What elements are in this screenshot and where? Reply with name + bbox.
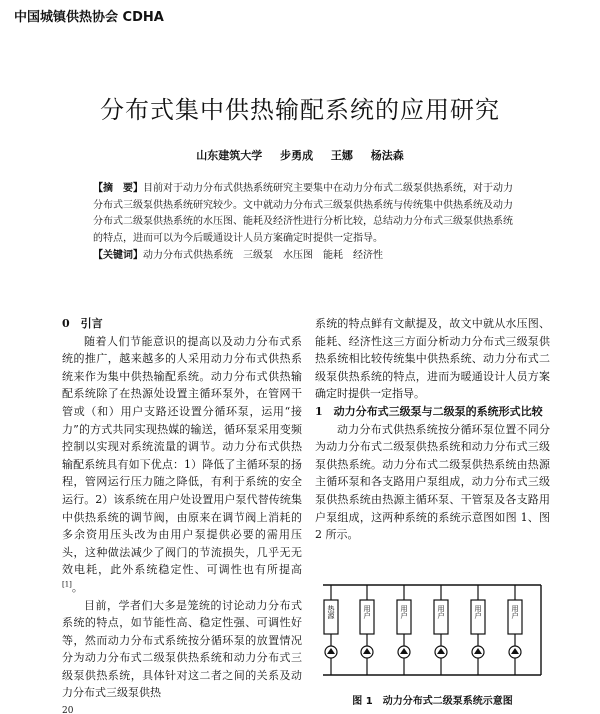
journal-header: 中国城镇供热协会 CDHA (14, 10, 164, 25)
user-label: 用户 (400, 605, 408, 619)
section-heading-1: 1 动力分布式三级泵与二级泵的系统形式比较 (315, 404, 543, 418)
body-paragraph (62, 333, 302, 597)
user-branch (434, 585, 448, 675)
paragraph-end: 。 (71, 580, 83, 594)
keywords-label: 【关键词】 (93, 250, 143, 261)
user-branches (360, 585, 522, 675)
abstract-paragraph (93, 181, 513, 247)
author-name: 步勇成 (280, 149, 314, 162)
paper-title: 分布式集中供热输配系统的应用研究 (100, 96, 500, 124)
keywords-paragraph (93, 248, 513, 265)
keywords-text: 动力分布式供热系统 三级泵 水压图 能耗 经济性 (143, 250, 383, 261)
user-label: 用户 (437, 605, 445, 619)
author-line (0, 147, 600, 163)
system-diagram (315, 575, 550, 690)
affiliation: 山东建筑大学 (196, 149, 263, 162)
body-paragraph: 目前，学者们大多是笼统的讨论动力分布式系统的特点，如节能性高、稳定性强、可调性好等，然而动力分布式系统按分循环泵的放置情况分为动力分布式二级泵供热系统和动力分布式三级泵供热系统，具体针对这二者之间的关系及动力分布式三级泵供热 (62, 598, 302, 700)
left-column (62, 315, 302, 702)
citation-ref: [1] (62, 580, 72, 589)
author-name: 杨法森 (370, 149, 404, 162)
body-paragraph: 动力分布式供热系统按分循环泵位置不同分为动力分布式二级泵供热系统和动力分布式三级泵供热系统。动力分布式二级泵供热系统由热源主循环泵和各支路用户泵组成，动力分布式三级泵供热系统由热源主循环泵、干管泵及各支路用户泵组成，这两种系统的系统示意图如图 1、图 2 所示。 (315, 422, 550, 542)
heat-source-branch (324, 585, 338, 675)
abstract-text: 目前对于动力分布式供热系统研究主要集中在动力分布式二级泵供热系统，对于动力分布式三级泵供热系统研究较少。文中就动力分布式三级泵供热系统与传统集中供热系统及动力分布式二级泵供热系统的水压图、能耗及经济性进行分析比较，总结动力分布式三级泵供热系统的特点，进而可以为今后暖通设计人员方案确定时提供一定指导。 (93, 183, 513, 244)
heat-source-label: 热源 (327, 605, 335, 619)
user-branch (360, 585, 374, 675)
right-column (315, 315, 550, 544)
user-branch (508, 585, 522, 675)
user-label: 用户 (363, 605, 371, 619)
paragraph-text: 随着人们节能意识的提高以及动力分布式系统的推广，越来越多的人采用动力分布式供热系统来作为集中供热输配系统。动力分布式供热输配系统除了在热源处设置主循环泵外，在管网干管或（和）用户支路还设置分循环泵，运用“接力”的方式共同实现热媒的输送，循环泵采用变频控制以实现对系统流量的调节。动力分布式供热输配系统具有如下优点：1）降低了主循环泵的扬程，管网运行压力随之降低，有利于系统的安全运行。2）该系统在用户处设置用户泵代替传统集中供热系统的调节阀，由原来在调节阀上消耗的多余资用压头改为由用户泵提供必要的需用压头，这种做法减少了阀门的节流损失，几乎无无效电耗，此外系统稳定性、可调性也有所提高 (62, 334, 302, 577)
user-label: 用户 (511, 605, 519, 619)
user-label: 用户 (474, 605, 482, 619)
author-name: 王娜 (330, 149, 353, 162)
figure-caption: 图 1 动力分布式二级泵系统示意图 (352, 696, 513, 707)
body-paragraph: 系统的特点鲜有文献提及，故文中就从水压图、能耗、经济性这三方面分析动力分布式三级泵供热系统相比较传统集中供热系统、动力分布式二级泵供热系统的特点，进而为暖通设计人员方案确定时提供一定指导。 (315, 317, 550, 401)
page-number: 20 (62, 706, 74, 714)
user-branch (471, 585, 485, 675)
section-heading-intro: 0 引言 (62, 317, 103, 330)
abstract-label: 【摘 要】 (93, 183, 143, 194)
abstract-block (93, 181, 513, 265)
user-branch (397, 585, 411, 675)
